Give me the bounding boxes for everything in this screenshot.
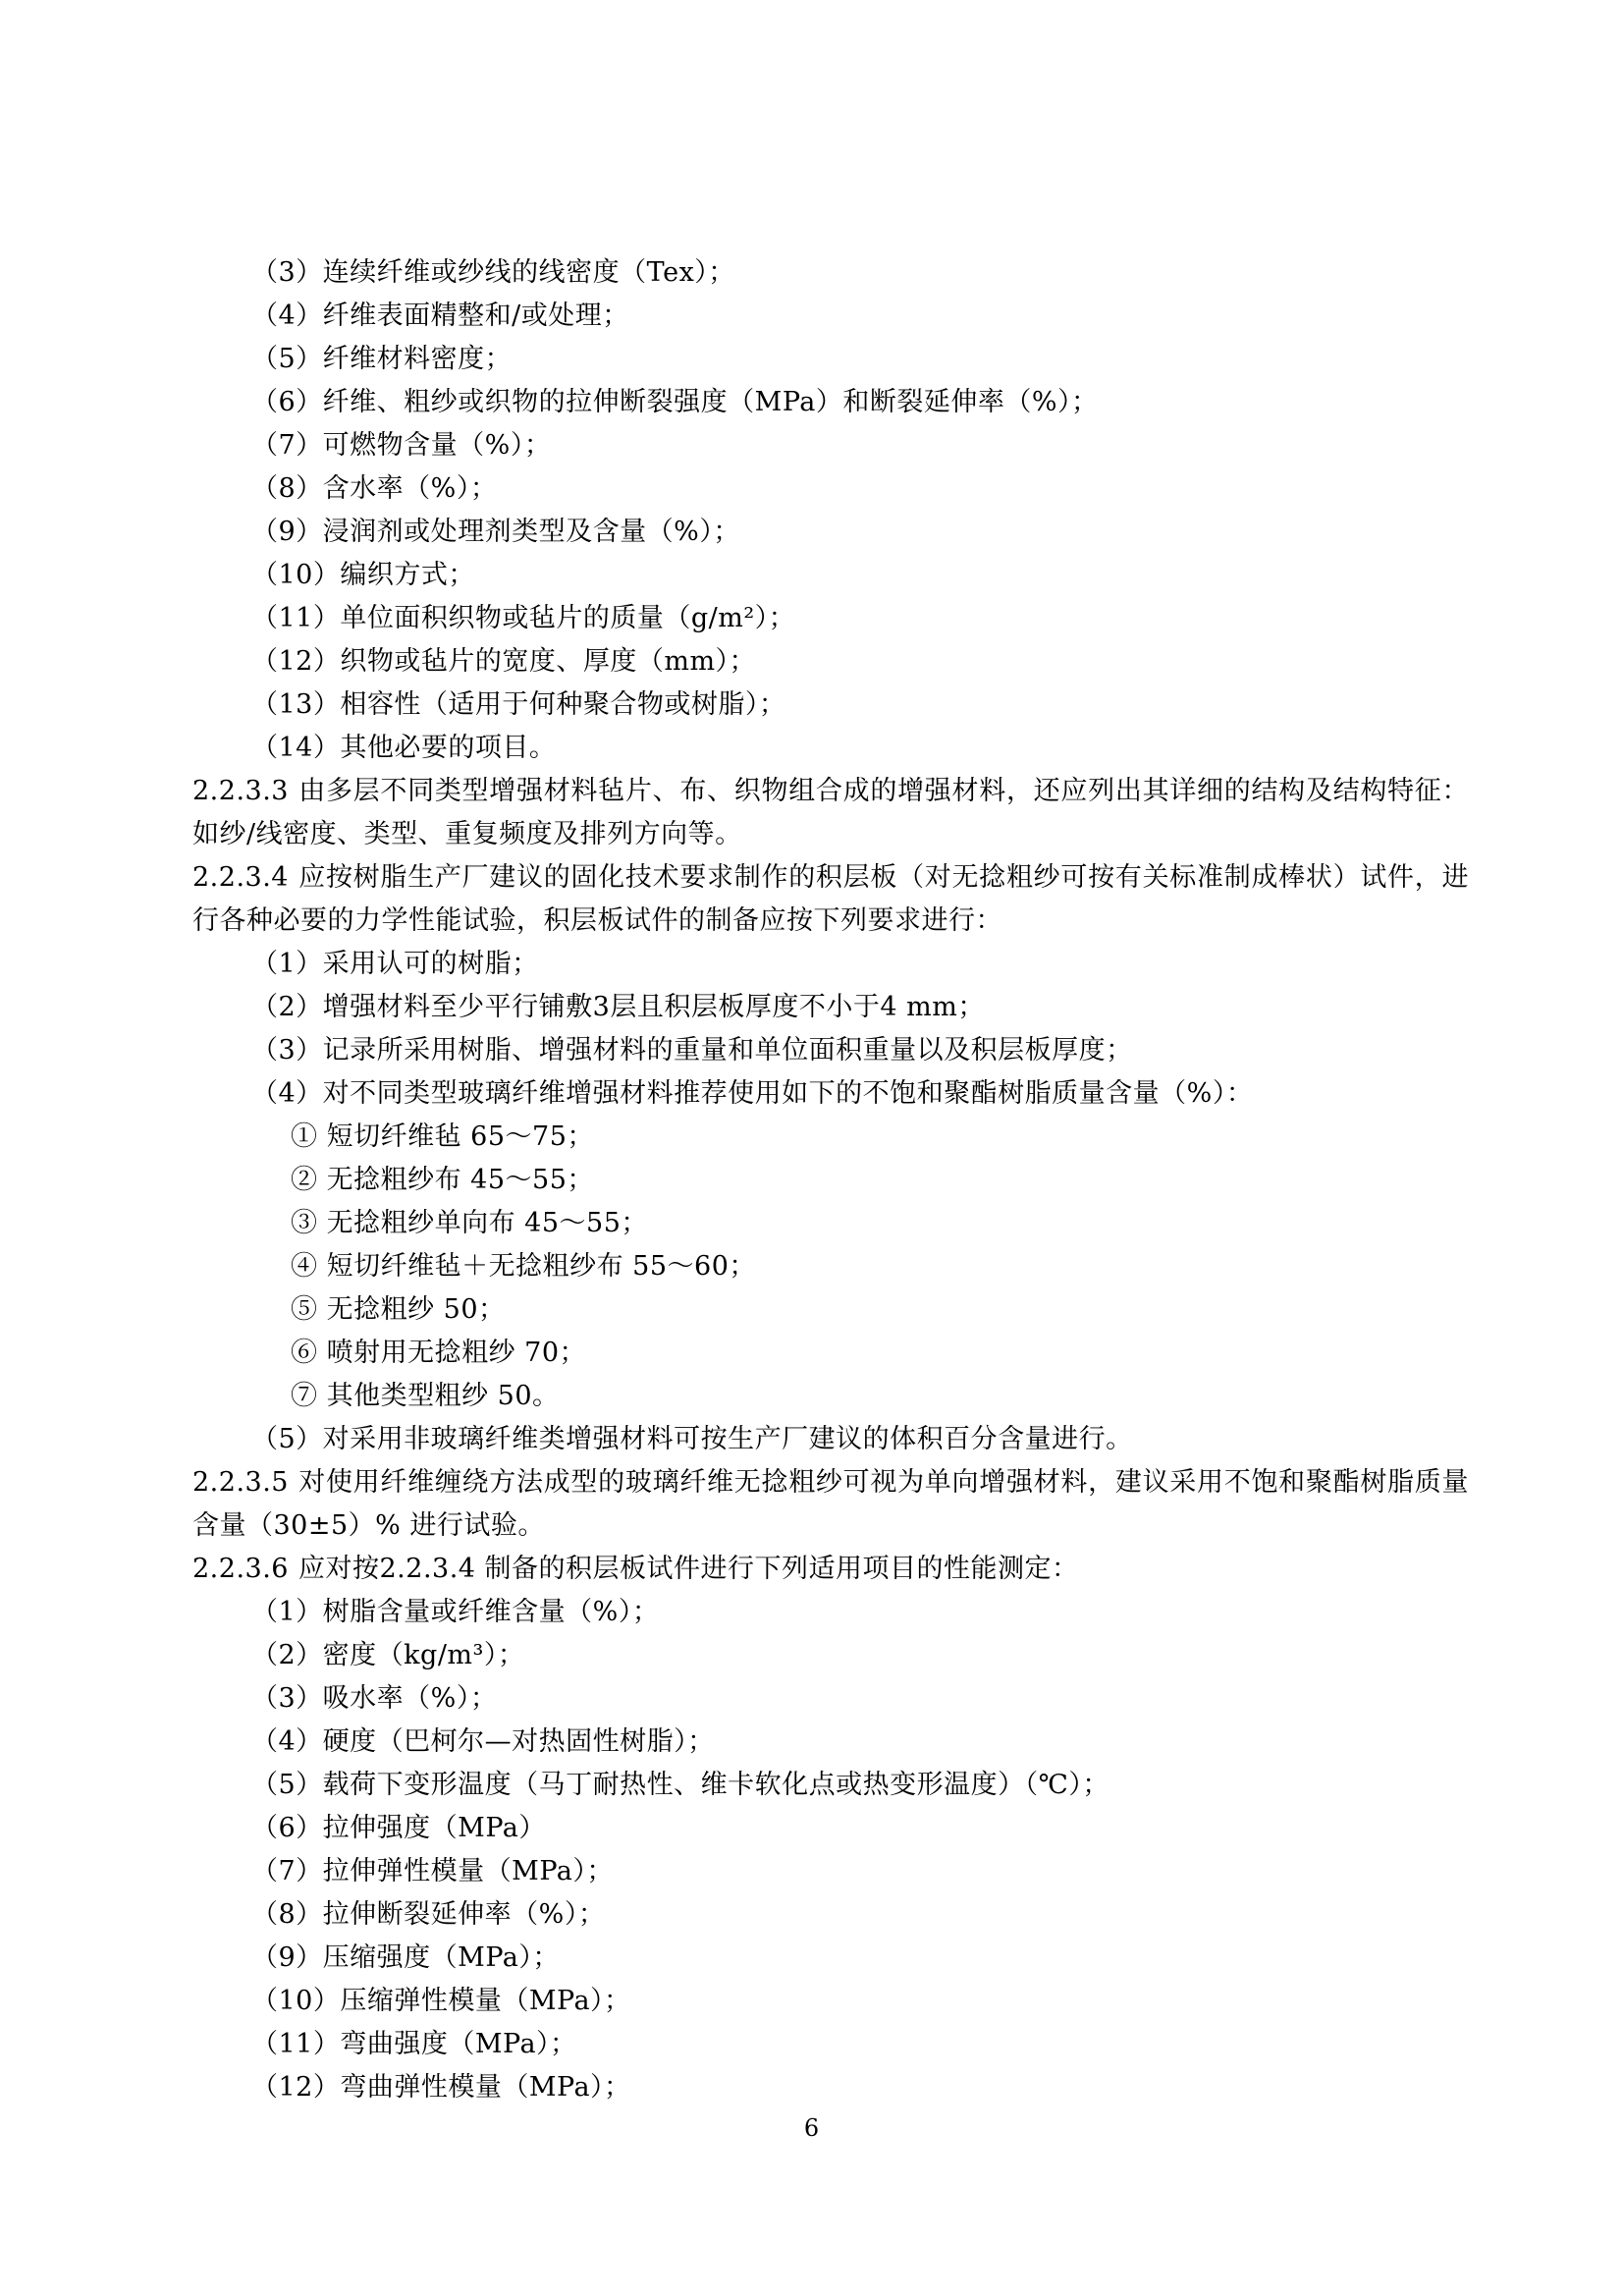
list-item: （11）单位面积织物或毡片的质量（g/m²）； bbox=[251, 603, 796, 633]
section-number: 2.2.3.6 bbox=[192, 1554, 289, 1584]
list-item: （6）拉伸强度（MPa） bbox=[251, 1813, 546, 1843]
section-2-2-3-4 bbox=[192, 856, 1469, 943]
list-item: （1）采用认可的树脂； bbox=[251, 949, 539, 979]
list-item: （8）拉伸断裂延伸率（%）； bbox=[251, 1899, 606, 1930]
list-item: （4）纤维表面精整和/或处理； bbox=[251, 301, 629, 331]
list-item: （3）连续纤维或纱线的线密度（Tex）； bbox=[251, 257, 735, 288]
list-item: （11）弯曲强度（MPa）； bbox=[251, 2029, 577, 2059]
section-text: 应按树脂生产厂建议的固化技术要求制作的积层板（对无捻粗纱可按有关标准制成棒状）试件，进行各种必要的力学性能试验，积层板试件的制备应按下列要求进行： bbox=[192, 862, 1469, 936]
list-item: （4）对不同类型玻璃纤维增强材料推荐使用如下的不饱和聚酯树脂质量含量（%）： bbox=[251, 1078, 1254, 1109]
list-item: （5）纤维材料密度； bbox=[251, 344, 513, 374]
list-item: （6）纤维、粗纱或织物的拉伸断裂强度（MPa）和断裂延伸率（%）； bbox=[251, 387, 1099, 417]
list-item: （13）相容性（适用于何种聚合物或树脂）； bbox=[251, 689, 786, 720]
list-item: （9）压缩强度（MPa）； bbox=[251, 1942, 560, 1973]
section-2-2-3-6 bbox=[192, 1548, 1469, 1591]
list-item: （7）拉伸弹性模量（MPa）； bbox=[251, 1856, 614, 1886]
sub-list-item: ⑥ 喷射用无捻粗纱 70； bbox=[291, 1338, 587, 1368]
list-item: （7）可燃物含量（%）； bbox=[251, 430, 552, 461]
list-item: （10）压缩弹性模量（MPa）； bbox=[251, 1986, 631, 2016]
sub-list-item: ① 短切纤维毡 65～75； bbox=[291, 1121, 594, 1152]
section-number: 2.2.3.3 bbox=[192, 776, 289, 806]
list-item: （5）载荷下变形温度（马丁耐热性、维卡软化点或热变形温度）（℃）； bbox=[251, 1770, 1109, 1800]
list-item: （1）树脂含量或纤维含量（%）； bbox=[251, 1597, 660, 1627]
sub-list-item: ③ 无捻粗纱单向布 45～55； bbox=[291, 1208, 648, 1238]
list-item: （12）织物或毡片的宽度、厚度（mm）； bbox=[251, 646, 757, 677]
section-2-2-3-3 bbox=[192, 770, 1469, 856]
list-item: （14）其他必要的项目。 bbox=[251, 733, 557, 763]
sub-list-item: ② 无捻粗纱布 45～55； bbox=[291, 1165, 594, 1195]
list-item: （2）增强材料至少平行铺敷3层且积层板厚度不小于4 mm； bbox=[251, 992, 985, 1022]
sub-list-item: ⑦ 其他类型粗纱 50。 bbox=[291, 1381, 560, 1411]
section-text: 由多层不同类型增强材料毡片、布、织物组合成的增强材料，还应列出其详细的结构及结构特征：如纱/线密度、类型、重复频度及排列方向等。 bbox=[192, 776, 1469, 849]
list-item: （4）硬度（巴柯尔—对热固性树脂）； bbox=[251, 1726, 715, 1757]
section-text: 对使用纤维缠绕方法成型的玻璃纤维无捻粗纱可视为单向增强材料，建议采用不饱和聚酯树脂质量含量（30±5）% 进行试验。 bbox=[192, 1467, 1469, 1541]
list-item: （3）吸水率（%）； bbox=[251, 1683, 498, 1714]
page-number: 6 bbox=[803, 2114, 820, 2142]
section-number: 2.2.3.5 bbox=[192, 1467, 289, 1498]
list-item: （5）对采用非玻璃纤维类增强材料可按生产厂建议的体积百分含量进行。 bbox=[251, 1424, 1133, 1454]
sub-list-item: ⑤ 无捻粗纱 50； bbox=[291, 1294, 506, 1325]
section-text: 应对按2.2.3.4 制备的积层板试件进行下列适用项目的性能测定： bbox=[298, 1554, 1079, 1584]
section-2-2-3-5 bbox=[192, 1461, 1469, 1548]
list-item: （3）记录所采用树脂、增强材料的重量和单位面积重量以及积层板厚度； bbox=[251, 1035, 1133, 1066]
list-item: （8）含水率（%）； bbox=[251, 473, 498, 504]
list-item: （12）弯曲弹性模量（MPa）； bbox=[251, 2072, 631, 2103]
list-item: （10）编织方式； bbox=[251, 560, 475, 590]
list-item: （2）密度（kg/m³）； bbox=[251, 1640, 525, 1670]
sub-list-item: ④ 短切纤维毡＋无捻粗纱布 55～60； bbox=[291, 1251, 756, 1282]
section-number: 2.2.3.4 bbox=[192, 862, 289, 893]
list-item: （9）浸润剂或处理剂类型及含量（%）； bbox=[251, 517, 740, 547]
